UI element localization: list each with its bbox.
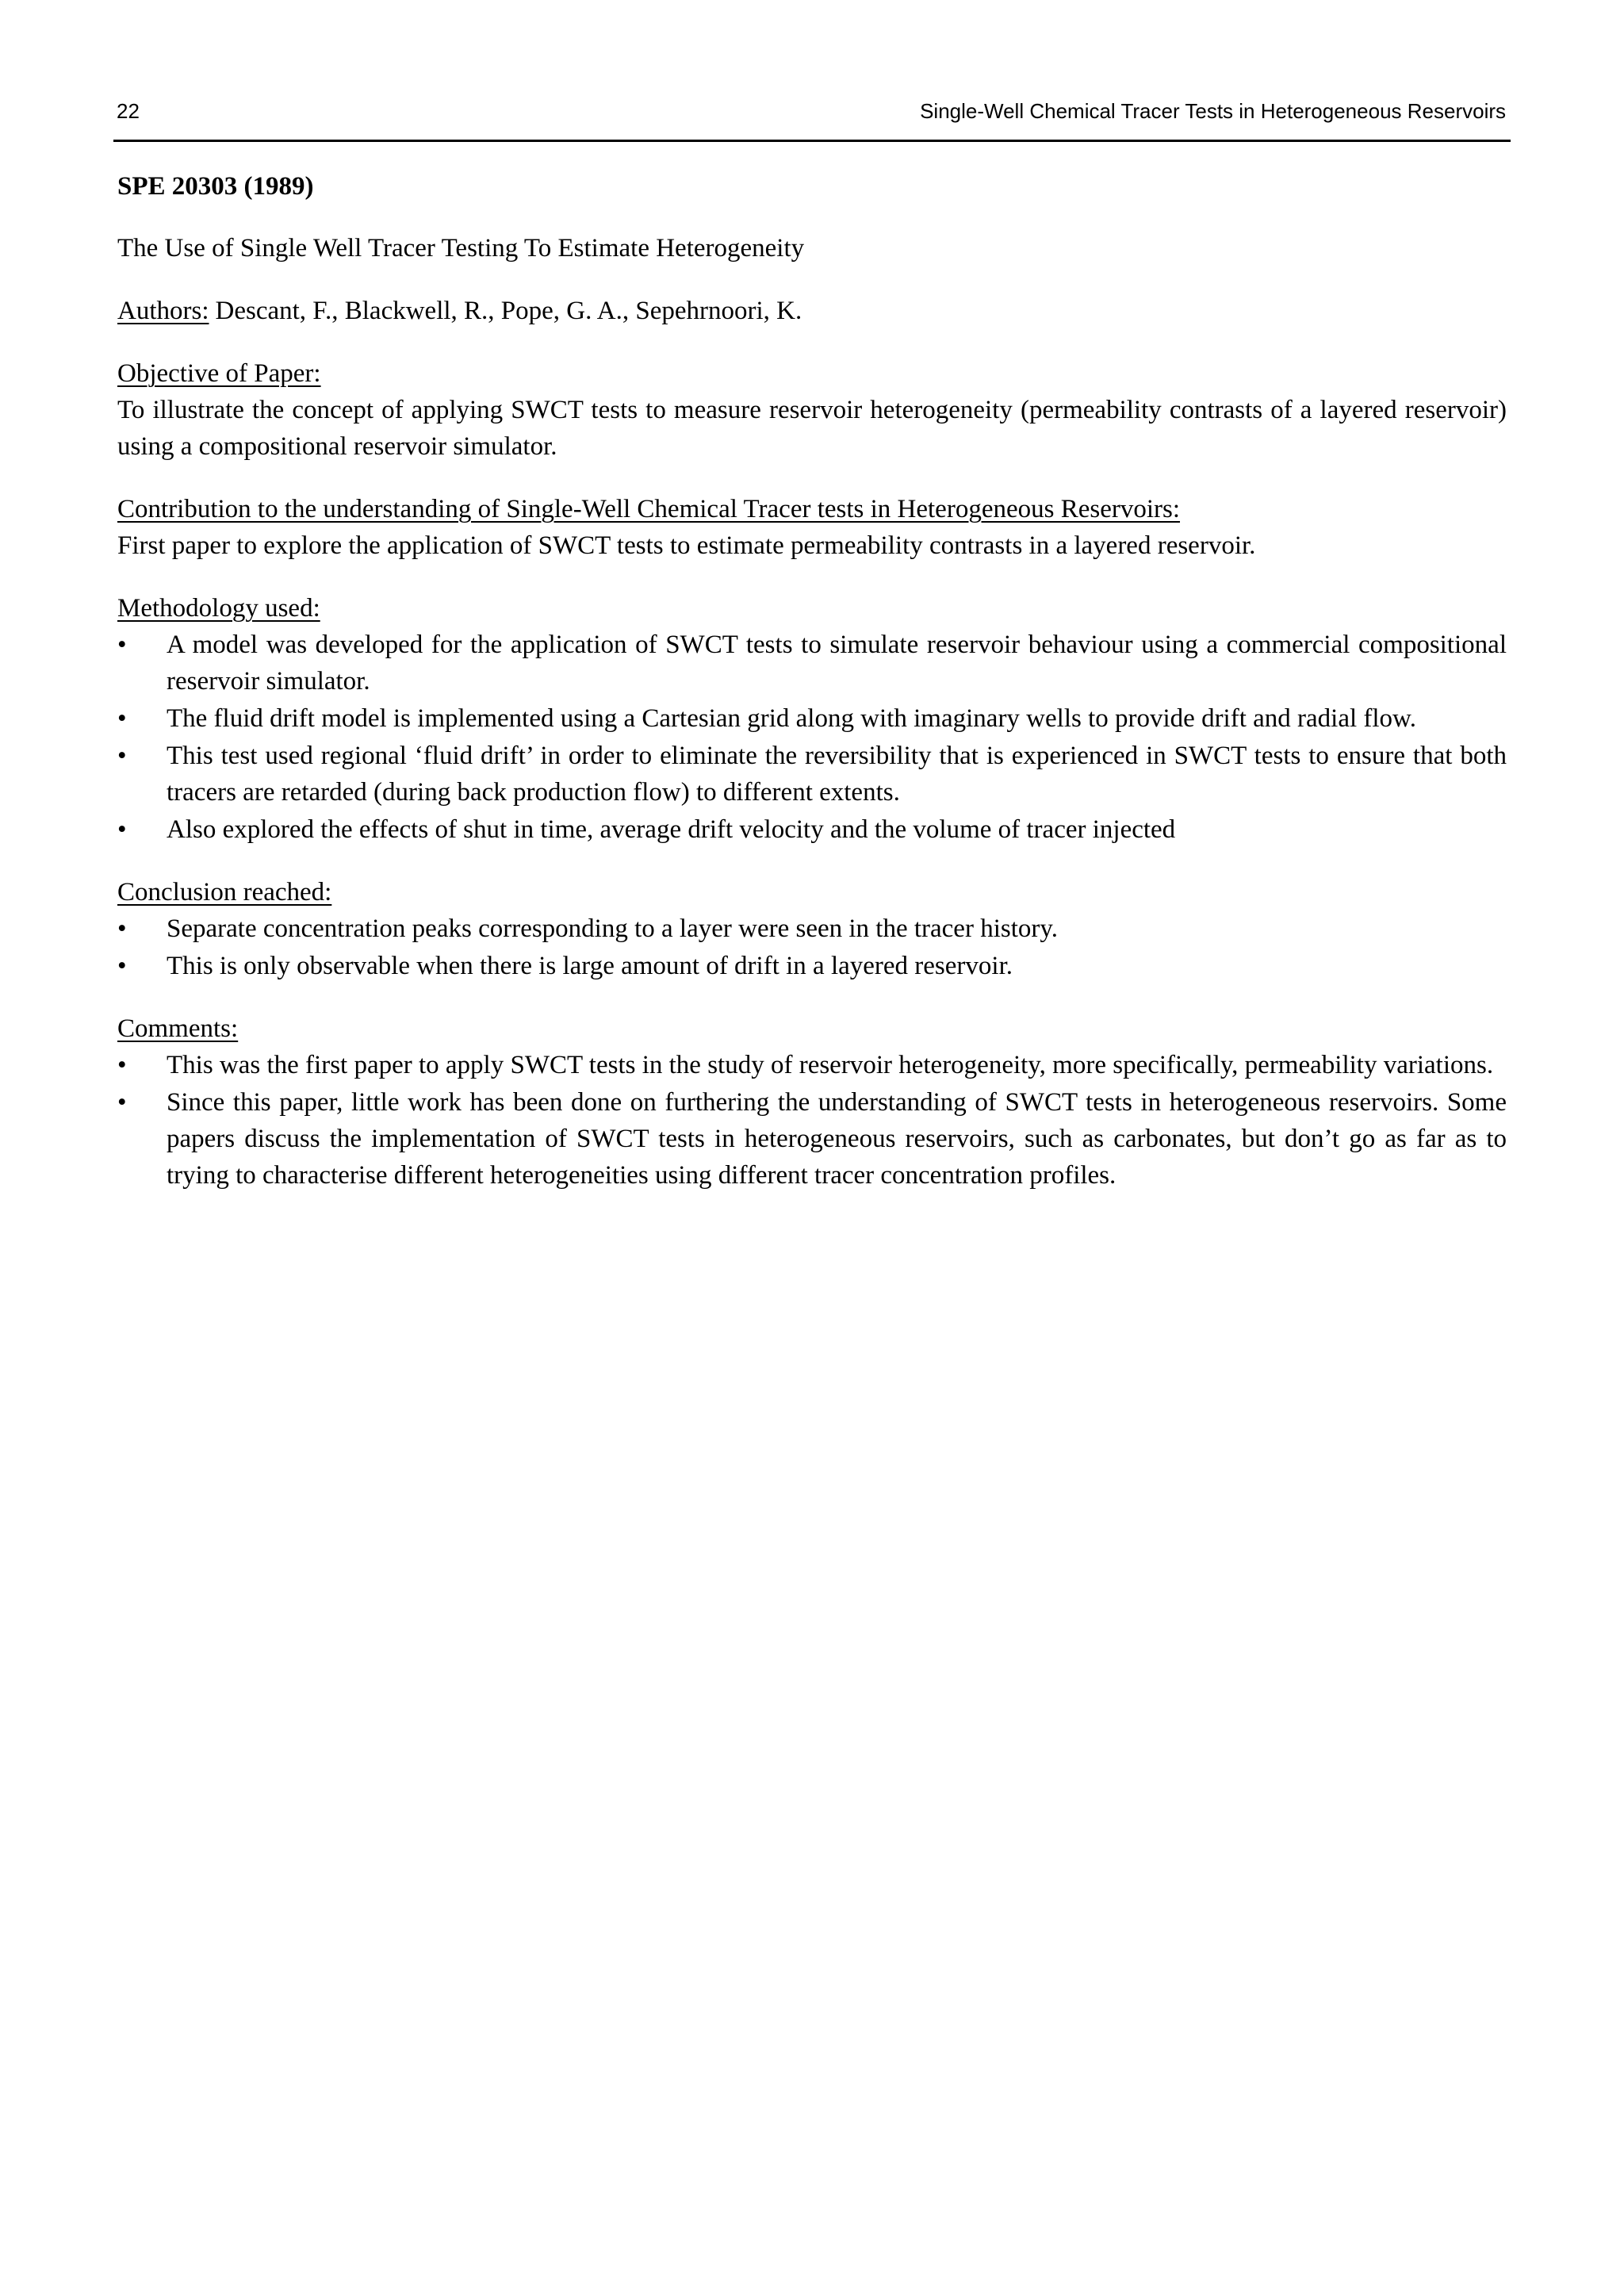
bullet-icon: • [117,914,127,943]
list-item-text: Separate concentration peaks corresponding to a layer were seen in the tracer history. [167,914,1058,943]
bullet-icon: • [117,952,127,980]
running-title: Single-Well Chemical Tracer Tests in Heterogeneous Reservoirs [920,99,1506,123]
list-item [117,1047,1507,1083]
methodology-section [117,590,1507,848]
list-item-text: This is only observable when there is large amount of drift in a layered reservoir. [167,952,1013,980]
objective-text: To illustrate the concept of applying SWCT tests to measure reservoir heterogeneity (permeability contrasts of a layered reservoir) using a compositional reservoir simulator. [117,396,1507,461]
list-item [117,948,1507,984]
contribution-text: First paper to explore the application of SWCT tests to estimate permeability contrasts in a layered reservoir. [117,531,1256,560]
list-item [117,627,1507,700]
conclusion-list [117,910,1507,984]
conclusion-heading: Conclusion reached: [117,878,332,907]
list-item [117,738,1507,811]
list-item-text: This test used regional ‘fluid drift’ in order to eliminate the reversibility that is experienced in SWCT tests to ensure that both tracers are retarded (during back production flow) to different extents. [167,742,1507,807]
bullet-icon: • [117,1051,127,1079]
page-number: 22 [117,99,140,123]
comments-heading: Comments: [117,1014,239,1043]
list-item-text: Since this paper, little work has been done on furthering the understanding of SWCT tests in heterogeneous reservoirs. Some papers discuss the implementation of SWCT tests in heterogeneous reservoirs, such as carbonates, but don’t go as far as to trying to characterise different heterogeneities using different tracer concentration profiles. [167,1088,1507,1190]
running-header [113,95,1511,142]
bullet-icon: • [117,704,127,733]
paper-title: The Use of Single Well Tracer Testing To Estimate Heterogeneity [117,234,805,263]
comments-section [117,1010,1507,1194]
list-item [117,811,1507,848]
list-item [117,1084,1507,1194]
list-item-text: The fluid drift model is implemented using a Cartesian grid along with imaginary wells to provide drift and radial flow. [167,704,1416,733]
bullet-icon: • [117,631,127,659]
authors-line [117,293,1507,329]
document-body [117,168,1507,1220]
methodology-list [117,627,1507,848]
list-item [117,910,1507,947]
methodology-heading: Methodology used: [117,594,320,623]
contribution-heading: Contribution to the understanding of Single-Well Chemical Tracer tests in Heterogeneous Reservoirs: [117,495,1181,523]
bullet-icon: • [117,1088,127,1117]
list-item [117,700,1507,737]
contribution-section [117,491,1507,564]
authors-label: Authors: [117,297,209,325]
conclusion-section [117,874,1507,984]
objective-section [117,355,1507,465]
bullet-icon: • [117,815,127,844]
bullet-icon: • [117,742,127,770]
paper-id: SPE 20303 (1989) [117,172,314,201]
list-item-text: Also explored the effects of shut in time, average drift velocity and the volume of tracer injected [167,815,1176,844]
authors-text: Descant, F., Blackwell, R., Pope, G. A., Sepehrnoori, K. [215,297,802,325]
list-item-text: A model was developed for the application of SWCT tests to simulate reservoir behaviour using a commercial compositional reservoir simulator. [167,631,1507,696]
comments-list [117,1047,1507,1194]
objective-heading: Objective of Paper: [117,359,321,388]
list-item-text: This was the first paper to apply SWCT tests in the study of reservoir heterogeneity, more specifically, permeability variations. [167,1051,1494,1079]
